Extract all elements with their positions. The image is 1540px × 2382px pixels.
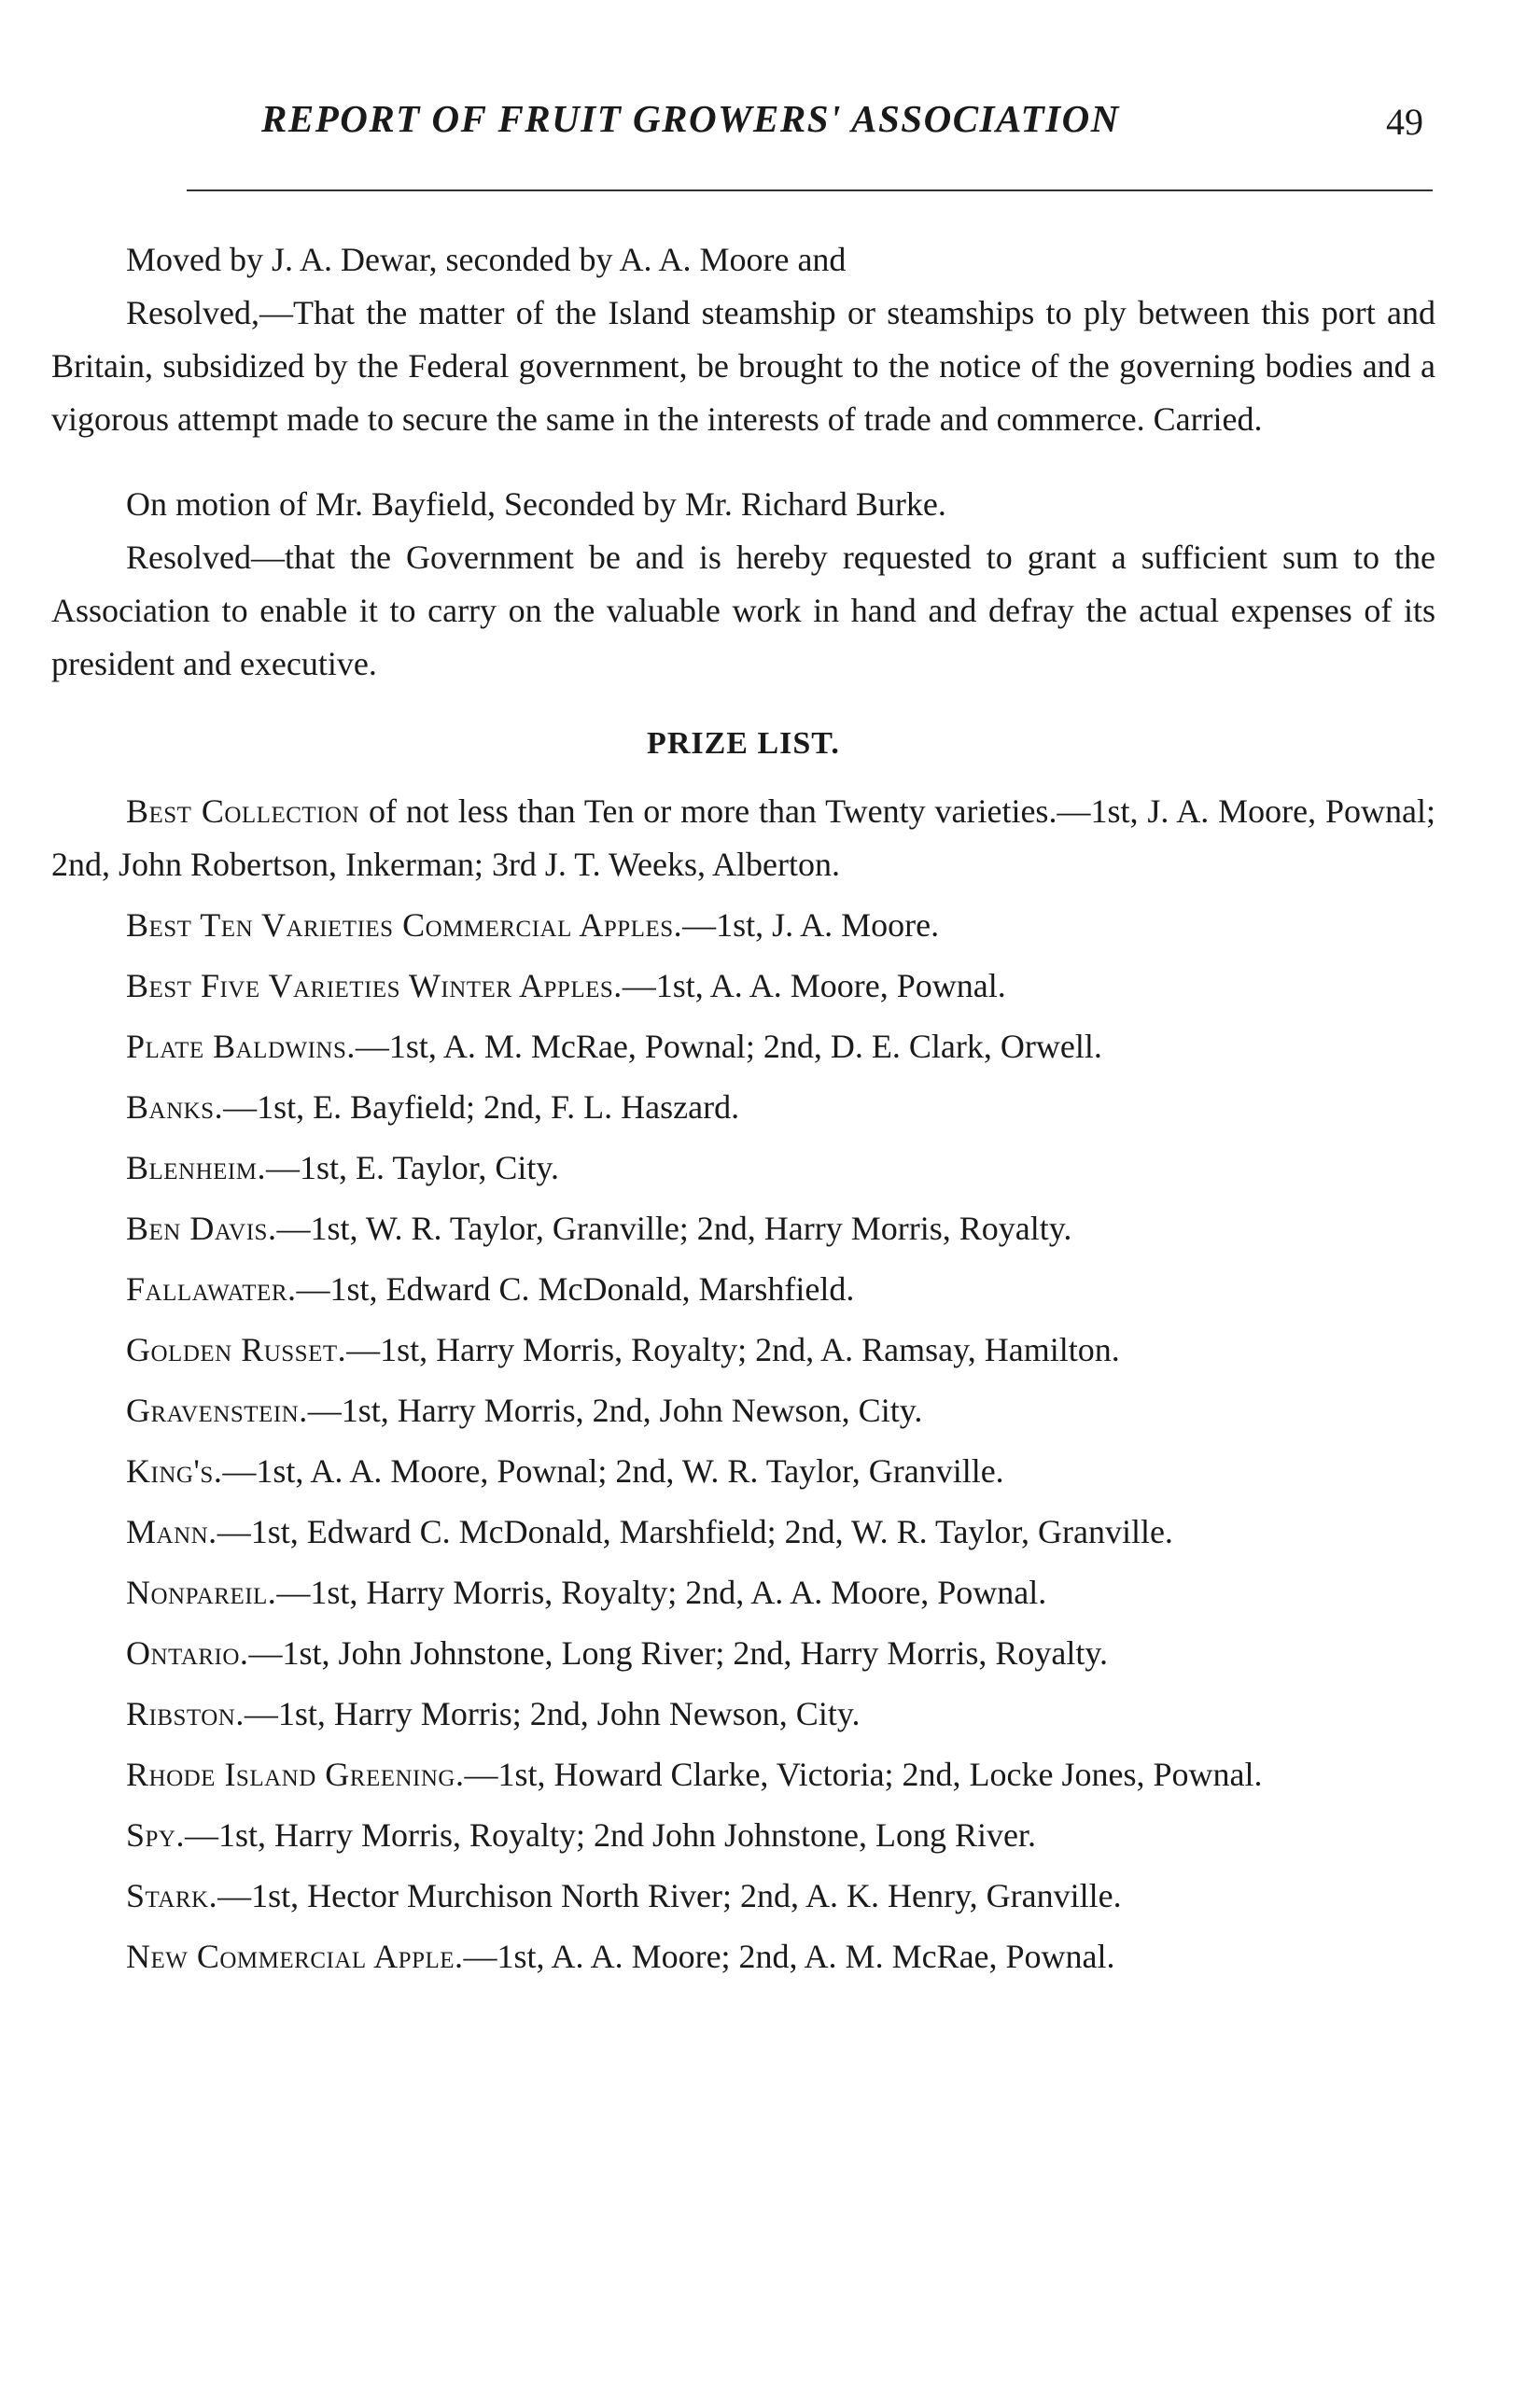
prize-entry — [51, 1081, 1435, 1134]
prize-category: Ribston. — [126, 1695, 245, 1732]
prize-winners: —1st, A. A. Moore; 2nd, A. M. McRae, Pownal. — [463, 1938, 1115, 1975]
document-body — [51, 233, 1435, 1991]
prize-winners: —1st, Edward C. McDonald, Marshfield. — [296, 1270, 855, 1308]
prize-winners: —1st, Edward C. McDonald, Marshfield; 2nd, W. R. Taylor, Granville. — [217, 1513, 1173, 1550]
prize-winners: —1st, Harry Morris; 2nd, John Newson, City. — [244, 1695, 861, 1732]
prize-category: Blenheim. — [126, 1149, 266, 1186]
prize-entry — [51, 1688, 1435, 1741]
resolution-paragraph: Resolved,—That the matter of the Island steamship or steamships to ply between this port and Britain, subsidized by the Federal government, be brought to the notice of the governing bodies and a vigorous attempt made to secure the same in the interests of trade and commerce. Carried. — [51, 294, 1435, 438]
prize-winners: —1st, E. Taylor, City. — [266, 1149, 560, 1186]
page-number: 49 — [1386, 101, 1423, 143]
motion-paragraph: Moved by J. A. Dewar, seconded by A. A. Moore and — [126, 241, 847, 278]
prize-category: Best Five Varieties Winter Apples. — [126, 967, 623, 1004]
prize-winners: —1st, Harry Morris, 2nd, John Newson, City. — [307, 1392, 923, 1429]
prize-winners: —1st, E. Bayfield; 2nd, F. L. Haszard. — [223, 1088, 740, 1126]
prize-entry — [51, 1566, 1435, 1619]
prize-winners: —1st, Harry Morris, Royalty; 2nd John Johnstone, Long River. — [184, 1816, 1036, 1854]
prize-category: Plate Baldwins. — [126, 1028, 356, 1065]
prize-winners: —1st, Hector Murchison North River; 2nd, A. K. Henry, Granville. — [217, 1877, 1122, 1914]
prize-entry — [51, 785, 1435, 891]
prize-category: Fallawater. — [126, 1270, 297, 1308]
prize-category: Spy. — [126, 1816, 185, 1854]
prize-entry — [51, 1506, 1435, 1559]
prize-winners: —1st, A. A. Moore, Pownal. — [622, 967, 1006, 1004]
prize-entry — [51, 899, 1435, 952]
prize-winners: —1st, John Johnstone, Long River; 2nd, Harry Morris, Royalty. — [248, 1634, 1109, 1672]
prize-entry — [51, 1202, 1435, 1255]
prize-category: Best Collection — [126, 792, 360, 830]
prize-winners: —1st, J. A. Moore. — [682, 906, 940, 944]
prize-winners: —1st, W. R. Taylor, Granville; 2nd, Harry Morris, Royalty. — [276, 1210, 1072, 1247]
prize-category: New Commercial Apple. — [126, 1938, 464, 1975]
prize-winners: of not less than Ten or more than Twenty varieties.—1st, J. A. Moore, Pownal; 2nd, John Robertson, Inkerman; 3rd J. T. Weeks, Alberton. — [51, 792, 1436, 883]
prize-entry — [51, 1020, 1435, 1073]
prize-winners: —1st, A. M. McRae, Pownal; 2nd, D. E. Clark, Orwell. — [355, 1028, 1102, 1065]
prize-category: Gravenstein. — [126, 1392, 308, 1429]
prize-category: Ontario. — [126, 1634, 249, 1672]
prize-category: Mann. — [126, 1513, 217, 1550]
prize-entry — [51, 1748, 1435, 1801]
prize-entry — [51, 1263, 1435, 1316]
prize-entry — [51, 1870, 1435, 1923]
prize-category: Ben Davis. — [126, 1210, 277, 1247]
prize-category: Rhode Island Greening. — [126, 1756, 465, 1793]
prize-entry — [51, 1384, 1435, 1437]
prize-entry — [51, 1142, 1435, 1195]
prize-category: Golden Russet. — [126, 1331, 347, 1368]
prize-category: Stark. — [126, 1877, 218, 1914]
prize-entry — [51, 960, 1435, 1013]
prize-category: Nonpareil. — [126, 1574, 277, 1611]
prize-entry — [51, 1627, 1435, 1680]
motion-paragraph: On motion of Mr. Bayfield, Seconded by Mr. Richard Burke. — [126, 485, 946, 523]
prize-list-heading: PRIZE LIST. — [647, 726, 840, 761]
prize-winners: —1st, Harry Morris, Royalty; 2nd, A. Ramsay, Hamilton. — [346, 1331, 1120, 1368]
header-rule — [187, 189, 1433, 191]
prize-category: King's. — [126, 1452, 223, 1490]
prize-list — [51, 785, 1435, 1983]
prize-category: Banks. — [126, 1088, 224, 1126]
page-header — [187, 89, 1433, 154]
prize-winners: —1st, Howard Clarke, Victoria; 2nd, Locke Jones, Pownal. — [464, 1756, 1263, 1793]
prize-entry — [51, 1930, 1435, 1983]
resolution-paragraph: Resolved—that the Government be and is hereby requested to grant a sufficient sum to the Association to enable it to carry on the valuable work in hand and defray the actual expenses of its president and executive. — [51, 539, 1435, 682]
prize-category: Best Ten Varieties Commercial Apples. — [126, 906, 683, 944]
running-title: REPORT OF FRUIT GROWERS' ASSOCIATION — [261, 97, 1120, 140]
prize-winners: —1st, Harry Morris, Royalty; 2nd, A. A. Moore, Pownal. — [276, 1574, 1047, 1611]
prize-entry — [51, 1445, 1435, 1498]
prize-entry — [51, 1324, 1435, 1377]
prize-entry — [51, 1809, 1435, 1862]
prize-winners: —1st, A. A. Moore, Pownal; 2nd, W. R. Taylor, Granville. — [222, 1452, 1004, 1490]
